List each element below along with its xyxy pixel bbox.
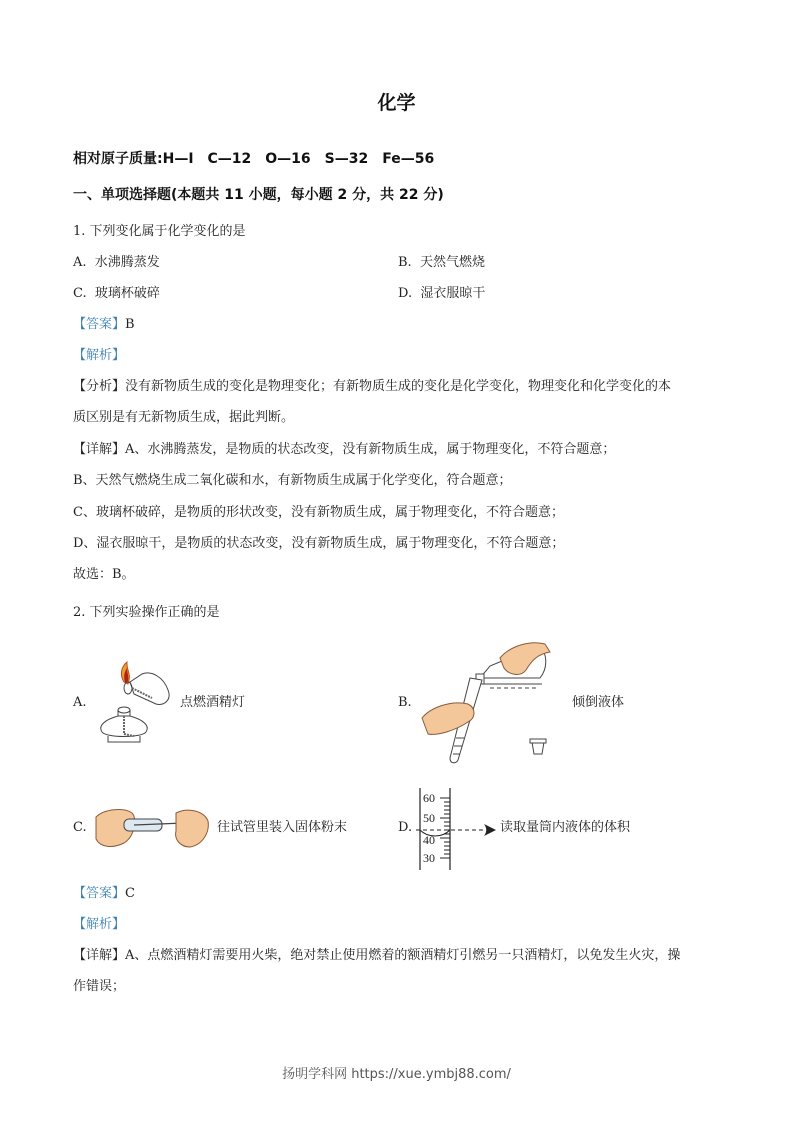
- q2-analysis-label: [73, 916, 125, 934]
- q1-stem: 1. 下列变化属于化学变化的是: [73, 224, 246, 239]
- q2-option-c-label: C.: [73, 820, 87, 835]
- q2-detail-a-line1: [73, 947, 680, 965]
- tick-30: 30: [423, 851, 435, 865]
- eye-icon: [484, 824, 496, 836]
- atomic-masses: 相对原子质量:H—I C—12 O—16 S—32 Fe—56: [73, 151, 435, 167]
- answer-label: 【答案】: [73, 886, 126, 901]
- option-label: A.: [73, 255, 87, 270]
- q2-option-b-label: B.: [398, 695, 412, 710]
- section-heading: 一、单项选择题(本题共 11 小题，每小题 2 分，共 22 分): [73, 187, 444, 203]
- option-label: D.: [398, 286, 413, 301]
- tick-40: 40: [423, 833, 435, 847]
- q1-option-c: [73, 285, 160, 303]
- pouring-liquid-figure: [420, 638, 560, 766]
- answer-value: C: [125, 886, 135, 901]
- q1-analysis-line2: 质区别是有无新物质生成，据此判断。: [73, 410, 295, 425]
- q2-option-b-text: 倾倒液体: [572, 695, 625, 710]
- analysis-text: 没有新物质生成的变化是物理变化；有新物质生成的变化是化学变化，物理变化和化学变化的本: [125, 379, 672, 394]
- q2-answer: [73, 885, 135, 903]
- alcohol-lamp-figure: [94, 660, 180, 746]
- q2-option-c-text: 往试管里装入固体粉末: [217, 820, 348, 835]
- q1-detail-c: C、玻璃杯破碎，是物质的形状改变，没有新物质生成，属于物理变化，不符合题意；: [73, 505, 564, 520]
- tick-60: 60: [423, 791, 435, 805]
- q1-analysis-line1: [73, 378, 671, 396]
- q1-conclusion: 故选：B。: [73, 567, 135, 582]
- footer-watermark: 扬明学科网 https://xue.ymbj88.com/: [282, 1067, 511, 1082]
- q2-detail-a-line2: 作错误；: [73, 979, 126, 994]
- q1-option-a: [73, 254, 160, 272]
- q2-stem: 2. 下列实验操作正确的是: [73, 605, 220, 620]
- powder-test-tube-figure: [94, 803, 210, 853]
- detail-tag: 【详解】: [73, 442, 126, 457]
- q1-detail-a: [73, 441, 615, 459]
- option-text: 水沸腾蒸发: [94, 255, 160, 270]
- q1-option-b: [398, 254, 485, 272]
- option-label: C.: [73, 286, 87, 301]
- q1-option-d: [398, 285, 485, 303]
- q1-detail-b: B、天然气燃烧生成二氧化碳和水，有新物质生成属于化学变化，符合题意；: [73, 473, 512, 488]
- q2-option-a-label: A.: [73, 695, 87, 710]
- graduated-cylinder-figure: [414, 786, 504, 872]
- option-label: B.: [398, 255, 412, 270]
- analysis-label: 【解析】: [73, 917, 126, 932]
- q1-analysis-label: [73, 347, 125, 365]
- detail-text: A、点燃酒精灯需要用火柴，绝对禁止使用燃着的额酒精灯引燃另一只酒精灯，以免发生火灾，操: [125, 948, 681, 963]
- answer-label: 【答案】: [73, 317, 126, 332]
- option-text: 湿衣服晾干: [420, 286, 486, 301]
- q1-detail-d: D、湿衣服晾干，是物质的状态改变，没有新物质生成，属于物理变化，不符合题意；: [73, 536, 565, 551]
- detail-tag: 【详解】: [73, 948, 126, 963]
- q2-option-d-label: D.: [398, 820, 413, 835]
- analysis-tag: 【分析】: [73, 379, 126, 394]
- detail-text: A、水沸腾蒸发，是物质的状态改变，没有新物质生成，属于物理变化，不符合题意；: [125, 442, 616, 457]
- analysis-label: 【解析】: [73, 348, 126, 363]
- q2-option-a-text: 点燃酒精灯: [180, 695, 246, 710]
- option-text: 天然气燃烧: [419, 255, 485, 270]
- tick-50: 50: [423, 811, 435, 825]
- q2-option-d-text: 读取量筒内液体的体积: [500, 820, 631, 835]
- option-text: 玻璃杯破碎: [94, 286, 160, 301]
- page-title: 化学: [377, 92, 416, 114]
- q1-answer: [73, 316, 135, 334]
- answer-value: B: [125, 317, 135, 332]
